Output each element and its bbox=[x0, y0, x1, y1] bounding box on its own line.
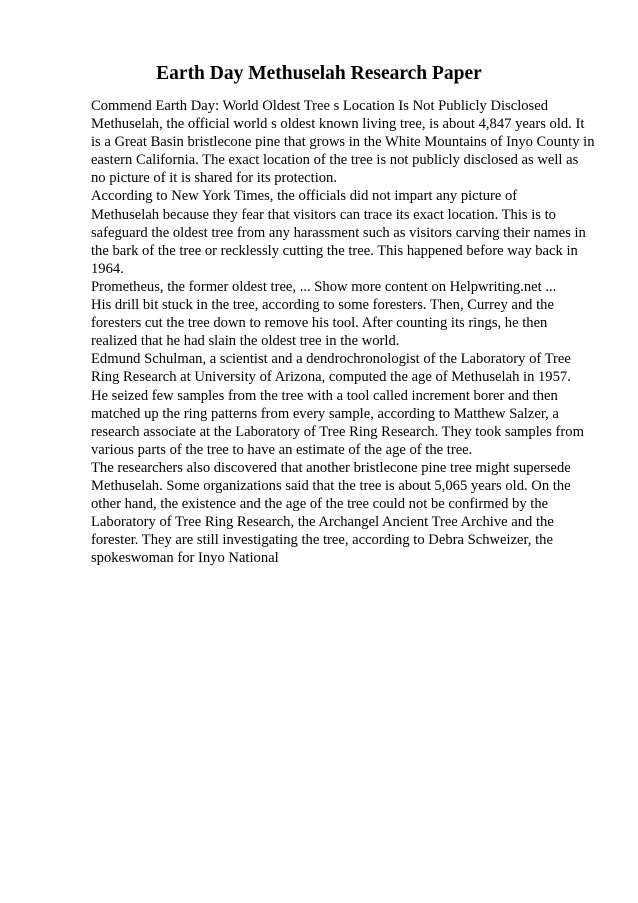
body-line: no picture of it is shared for its protection. bbox=[91, 170, 338, 187]
body-line: Edmund Schulman, a scientist and a dendrochronologist of the Laboratory of Tree bbox=[91, 351, 571, 368]
body-line: Methuselah. Some organizations said that the tree is about 5,065 years old. On the bbox=[91, 477, 571, 494]
body-line: forester. They are still investigating the tree, according to Debra Schweizer, the bbox=[91, 532, 553, 549]
body-line: His drill bit stuck in the tree, according to some foresters. Then, Currey and the bbox=[91, 297, 554, 314]
body-line: The researchers also discovered that another bristlecone pine tree might supersede bbox=[91, 459, 571, 476]
body-line: realized that he had slain the oldest tree in the world. bbox=[91, 333, 400, 350]
body-line: the bark of the tree or recklessly cutting the tree. This happened before way back in bbox=[91, 242, 578, 259]
body-line: various parts of the tree to have an estimate of the age of the tree. bbox=[91, 441, 473, 458]
body-line: Commend Earth Day: World Oldest Tree s Location Is Not Publicly Disclosed bbox=[91, 98, 548, 114]
body-line: Methuselah, the official world s oldest known living tree, is about 4,847 years old. It bbox=[91, 116, 585, 133]
body-line: matched up the ring patterns from every sample, according to Matthew Salzer, a bbox=[91, 405, 559, 422]
body-line: research associate at the Laboratory of Tree Ring Research. They took samples from bbox=[91, 423, 584, 440]
body-line: is a Great Basin bristlecone pine that grows in the White Mountains of Inyo County in bbox=[91, 134, 595, 151]
body-line: safeguard the oldest tree from any harassment such as visitors carving their names in bbox=[91, 224, 586, 241]
body-line: Prometheus, the former oldest tree, ... Show more content on Helpwriting.net ... bbox=[91, 278, 557, 295]
body-line: Laboratory of Tree Ring Research, the Archangel Ancient Tree Archive and the bbox=[91, 514, 554, 531]
article-body bbox=[91, 97, 601, 567]
body-line: spokeswoman for Inyo National bbox=[91, 550, 279, 567]
body-line: According to New York Times, the officials did not impart any picture of bbox=[91, 188, 518, 205]
body-line: other hand, the existence and the age of the tree could not be confirmed by the bbox=[91, 496, 549, 513]
body-line: He seized few samples from the tree with a tool called increment borer and then bbox=[91, 387, 558, 404]
body-line: Ring Research at University of Arizona, computed the age of Methuselah in 1957. bbox=[91, 369, 571, 386]
body-line: foresters cut the tree down to remove his tool. After counting its rings, he then bbox=[91, 315, 548, 332]
page-title: Earth Day Methuselah Research Paper bbox=[156, 63, 482, 84]
body-line: eastern California. The exact location of the tree is not publicly disclosed as well as bbox=[91, 152, 579, 169]
body-line: Methuselah because they fear that visitors can trace its exact location. This is to bbox=[91, 206, 556, 223]
body-line: 1964. bbox=[91, 260, 124, 277]
